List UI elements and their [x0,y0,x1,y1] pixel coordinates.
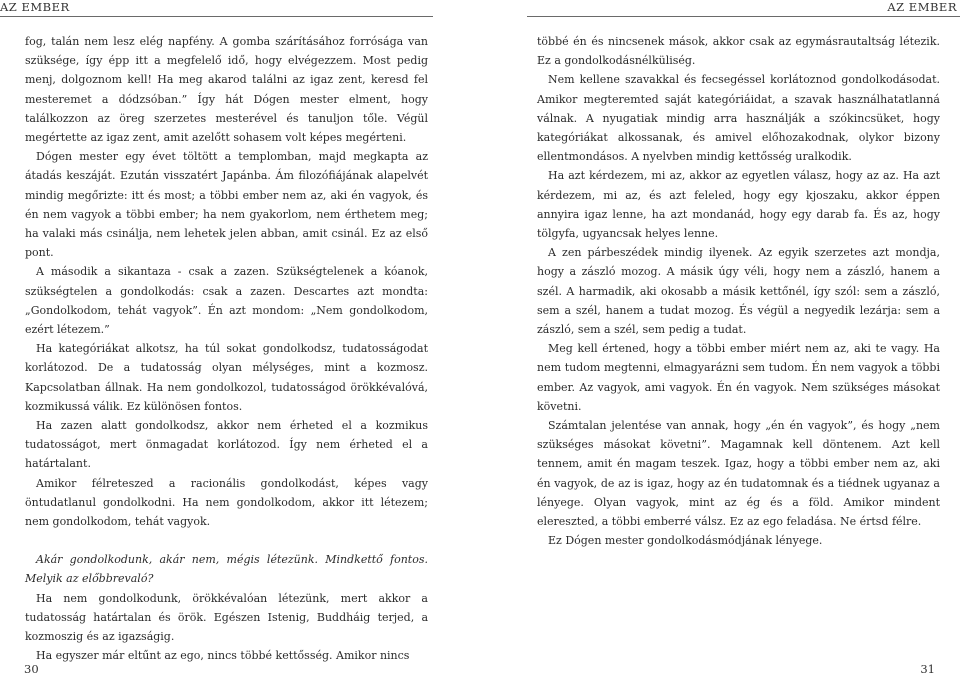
paragraph-gap [25,531,428,550]
paragraph: Ha azt kérdezem, mi az, akkor az egyetlen válasz, hogy az az. Ha azt kérdezem, mi az, és azt feleled, hogy egy kjoszaku, akkor éppen annyira igaz lenne, ha azt mondanád, hogy egy darab fa. És az, hogy tölgyfa, ugyancsak helyes lenne. [537,169,940,241]
page-number-left: 30 [24,662,39,676]
paragraph: Amikor félreteszed a racionális gondolkodást, képes vagy öntudatlanul gondolkodni. Ha nem gondolkodom, akkor itt létezem; nem gondolkodom, tehát vagyok. [25,476,428,529]
paragraph: Ha nem gondolkodunk, örökkévalóan létezünk, mert akkor a tudatosság határtalan és örök. Egészen Istenig, Buddháig terjed, a kozmoszig és az igazságig. [25,591,428,644]
paragraph: Dógen mester egy évet töltött a templomban, majd megkapta az átadás keszáját. Ezután visszatért Japánba. Ám filozófiájának alapelvét mindig megőrizte: itt és most; a többi ember nem az, aki én vagyok, és én nem vagyok a többi ember; ha nem gyakorlom, nem érthetem meg; ha valaki más csinálja, nem lehetek jelen abban, amit csinál. Ez az első pont. [25,150,428,260]
header-rule-left [0,16,433,17]
paragraph: Ha zazen alatt gondolkodsz, akkor nem érheted el a kozmikus tudatosságot, mert önmagadat korlátozod. Így nem érheted el a határtalant. [25,419,428,471]
paragraph: A zen párbeszédek mindig ilyenek. Az egyik szerzetes azt mondja, hogy a zászló mozog. A másik úgy véli, hogy nem a zászló, hanem a szél. A harmadik, aki okosabb a másik kettőnél, így szól: sem a zászló, sem a szél, hanem a tudat mozog. És végül a negyedik lezárja: sem a zászló, sem a szél, sem pedig a tudat. [537,246,940,337]
running-header-left: AZ EMBER [0,0,70,14]
paragraph: Nem kellene szavakkal és fecsegéssel korlátoznod gondolkodásodat. Amikor megteremted saját kategóriáidat, a szavak használhatatlanná válnak. A nyugatiak mindig arra használják a szókincsüket, hogy kategóriákat alkossanak, és amivel előhozakodnak, olykor bizony ellentmondásos. A nyelvben mindig kettősség uralkodik. [537,73,940,164]
paragraph: Ez Dógen mester gondolkodásmódjának lényege. [548,534,823,548]
paragraph: fog, talán nem lesz elég napfény. A gomba szárításához forrósága van szüksége, így épp itt a megfelelő idő, hogy elvégezzem. Most pedig menj, dolgoznom kell! Ha meg akarod találni az igaz zent, keresd fel mesteremet a dódzsóban.” Így hát Dógen mester elment, hogy találkozzon az öreg szerzetes mesterével és tanuljon tőle. Végül megértette az igaz zent, amit azelőtt sohasem volt képes megérteni. [25,35,428,145]
paragraph: többé én és nincsenek mások, akkor csak az egymásrautaltság létezik. Ez a gondolkodásnélküliség. [537,35,940,68]
right-page-body [537,32,940,550]
paragraph: Akár gondolkodunk, akár nem, mégis létezünk. Mindkettő fontos. Melyik az előbbrevaló? [25,553,428,586]
paragraph: Ha egyszer már eltűnt az ego, nincs többé kettősség. Amikor nincs [36,649,410,663]
running-header-right: AZ EMBER [887,0,957,14]
paragraph: A második a sikantaza - csak a zazen. Szükségtelenek a kóanok, szükségtelen a gondolkodás: csak a zazen. Descartes azt mondta: „Gondolkodom, tehát vagyok”. Én azt mondom: „Nem gondolkodom, ezért létezem.” [25,265,428,337]
page-number-right: 31 [920,662,935,676]
paragraph: Meg kell értened, hogy a többi ember miért nem az, aki te vagy. Ha nem tudom megtenni, elmagyarázni sem tudom. Én nem vagyok a többi ember. Az vagyok, ami vagyok. Én én vagyok. Nem szükséges másokat követni. [537,342,940,413]
header-rule-right [527,16,960,17]
left-page-body [25,32,428,666]
paragraph: Ha kategóriákat alkotsz, ha túl sokat gondolkodsz, tudatosságodat korlátozod. De a tudatosság olyan mélységes, mint a kozmosz. Kapcsolatban állnak. Ha nem gondolkozol, tudatosságod örökkévalóvá, kozmikussá válik. Ez különösen fontos. [25,342,428,413]
paragraph: Számtalan jelentése van annak, hogy „én én vagyok”, és hogy „nem szükséges másokat követni”. Magamnak kell döntenem. Azt kell tennem, amit én magam teszek. Igaz, hogy a többi ember nem az, aki én vagyok, de az is igaz, hogy az én tudatomnak és a tiédnek ugyanaz a lényege. Olyan vagyok, mint az ég és a föld. Amikor mindent elereszted, a többi emberré válsz. Ez az ego feladása. Ne értsd félre. [537,419,940,529]
